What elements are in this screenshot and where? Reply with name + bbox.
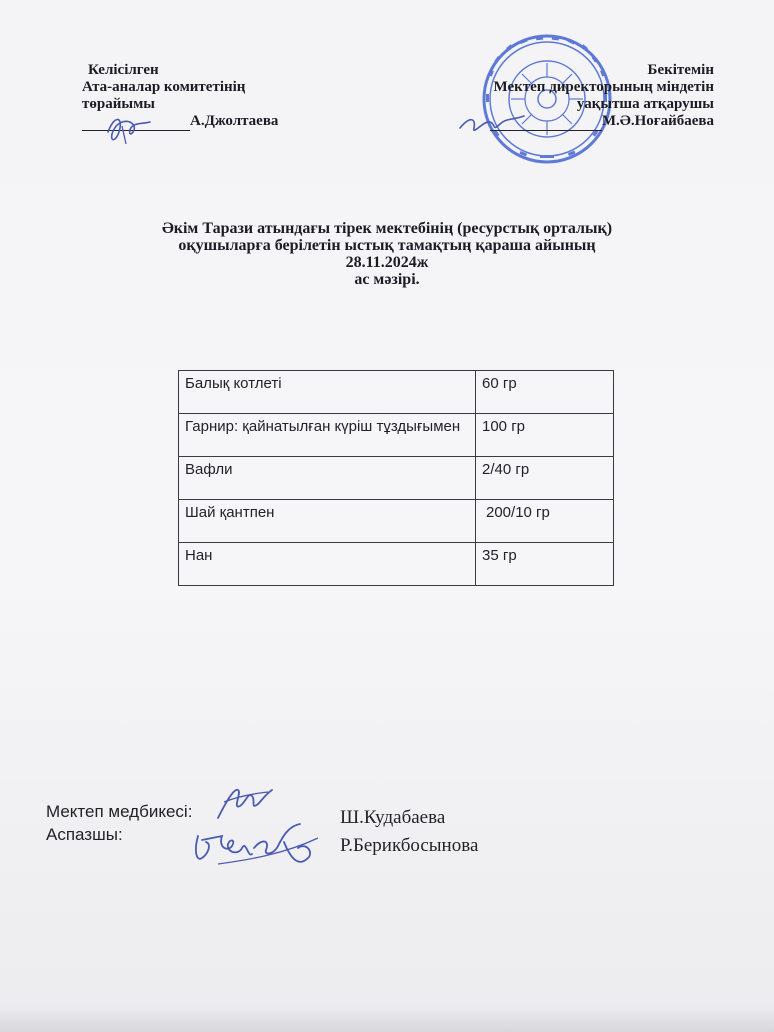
title-line1: Әкім Тарази атындағы тірек мектебінің (ресурстық орталық)	[161, 220, 613, 237]
cook-name: Р.Берикбосынова	[340, 835, 479, 856]
table-row	[179, 500, 614, 543]
table-row	[179, 457, 614, 500]
menu-table	[178, 370, 614, 586]
menu-item-name: Нан	[179, 543, 476, 586]
footer-names	[340, 804, 478, 860]
nurse-label: Мектеп медбикесі:	[46, 802, 193, 821]
table-row	[179, 414, 614, 457]
menu-item-amount: 35 гр	[476, 543, 614, 586]
signature-cook-icon	[188, 818, 328, 874]
table-row	[179, 371, 614, 414]
approval-right-line3: уақытша атқарушы	[576, 96, 714, 112]
menu-item-name: Гарнир: қайнатылған күріш тұздығымен	[179, 414, 476, 457]
title-line4: ас мәзірі.	[354, 271, 420, 288]
signature-nurse-icon	[214, 782, 276, 822]
menu-item-name: Вафли	[179, 457, 476, 500]
approval-left-line1: Келісілген	[88, 62, 159, 78]
title-line2: оқушыларға берілетін ыстық тамақтың қараша айының	[178, 237, 596, 254]
document-title	[90, 220, 684, 288]
menu-item-amount: 200/10 гр	[476, 500, 614, 543]
approval-right-line1: Бекітемін	[647, 62, 714, 78]
approval-left-line2: Ата-аналар комитетінің	[82, 79, 246, 95]
approval-left-line3: төрайымы	[82, 96, 155, 112]
menu-item-name: Шай қантпен	[179, 500, 476, 543]
nurse-name: Ш.Кудабаева	[340, 807, 446, 828]
menu-item-name: Балық котлеті	[179, 371, 476, 414]
signature-left-icon	[100, 110, 160, 150]
approval-right-line2: Мектеп директорының міндетін	[493, 79, 714, 95]
title-line3: 28.11.2024ж	[345, 254, 429, 271]
signature-right-icon	[456, 106, 528, 140]
table-row	[179, 543, 614, 586]
menu-item-amount: 60 гр	[476, 371, 614, 414]
footer-labels	[46, 800, 192, 846]
approval-left-signer: А.Джолтаева	[190, 113, 279, 129]
page-edge-shadow	[0, 1006, 774, 1032]
cook-label: Аспазшы:	[46, 825, 123, 844]
menu-item-amount: 100 гр	[476, 414, 614, 457]
approval-right-signer: М.Ә.Ноғайбаева	[601, 113, 714, 129]
menu-item-amount: 2/40 гр	[476, 457, 614, 500]
